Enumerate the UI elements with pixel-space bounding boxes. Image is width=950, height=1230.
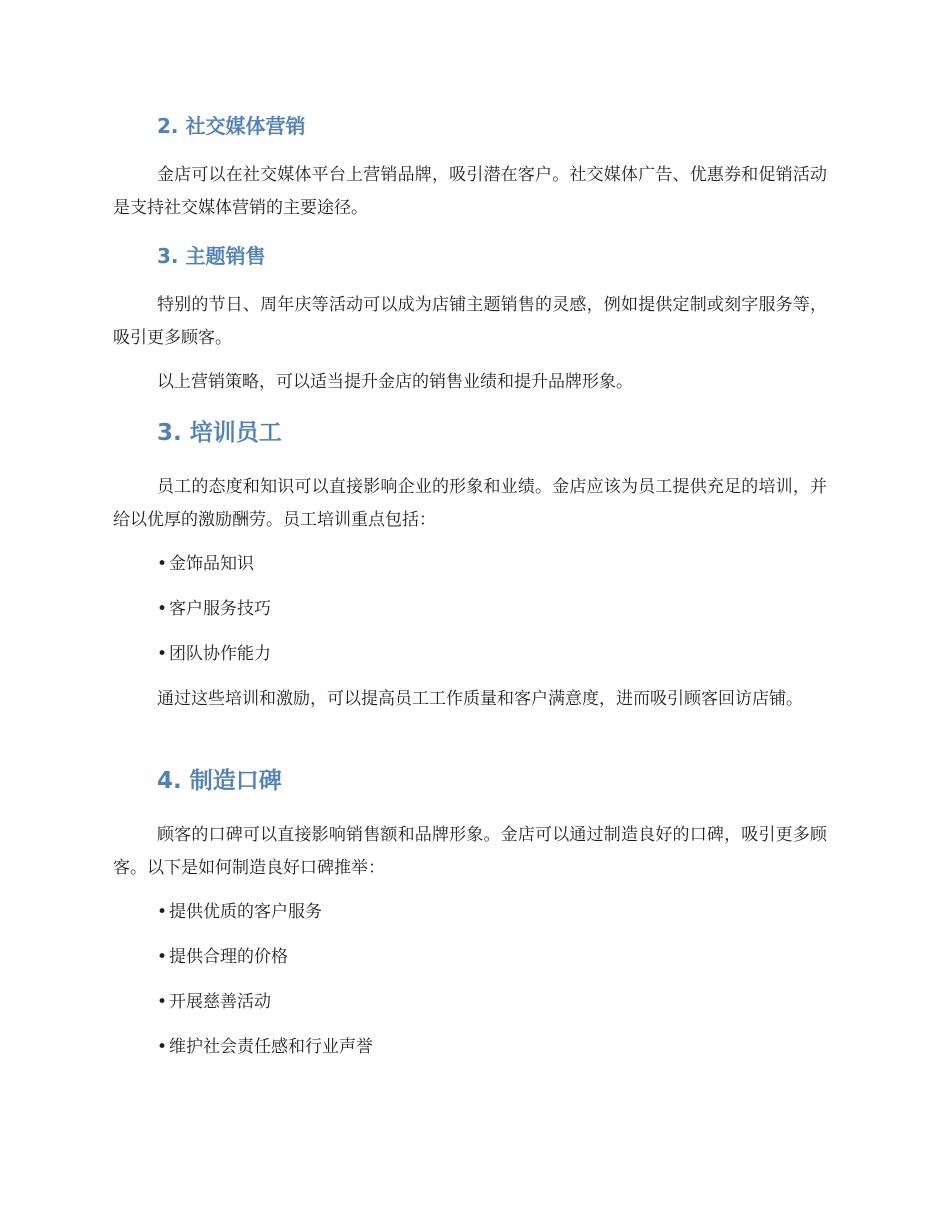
paragraph-build-reputation: 顾客的口碑可以直接影响销售额和品牌形象。金店可以通过制造良好的口碑，吸引更多顾客。以下是如何制造良好口碑推举：: [113, 825, 827, 878]
list-item-text: 客户服务技巧: [169, 599, 271, 619]
list-item: [157, 551, 254, 577]
list-item-text: 开展慈善活动: [169, 992, 271, 1012]
list-item: [157, 641, 271, 667]
bullet-dot: •: [157, 992, 168, 1012]
heading-staff-training: 3. 培训员工: [157, 420, 282, 446]
paragraph-staff-training: 员工的态度和知识可以直接影响企业的形象和业绩。金店应该为员工提供充足的培训，并给以优厚的激励酬劳。员工培训重点包括：: [113, 477, 827, 530]
paragraph-theme-sales: 特别的节日、周年庆等活动可以成为店铺主题销售的灵感，例如提供定制或刻字服务等，吸引更多顾客。: [113, 295, 827, 348]
list-item-text: 提供优质的客户服务: [169, 902, 322, 922]
list-item-text: 团队协作能力: [169, 644, 271, 664]
paragraph-social-media-marketing: 金店可以在社交媒体平台上营销品牌，吸引潜在客户。社交媒体广告、优惠券和促销活动是支持社交媒体营销的主要途径。: [113, 165, 827, 218]
heading-build-reputation: 4. 制造口碑: [157, 768, 282, 794]
list-item-text: 金饰品知识: [169, 554, 254, 574]
list-item: [157, 989, 271, 1015]
list-item: [157, 944, 288, 970]
list-item: [157, 1034, 373, 1060]
list-item: [157, 596, 271, 622]
bullet-dot: •: [157, 644, 168, 664]
list-item: [157, 899, 322, 925]
bullet-dot: •: [157, 902, 168, 922]
paragraph-marketing-summary: 以上营销策略，可以适当提升金店的销售业绩和提升品牌形象。: [157, 372, 633, 392]
paragraph-training-summary: 通过这些培训和激励，可以提高员工工作质量和客户满意度，进而吸引顾客回访店铺。: [157, 689, 803, 709]
list-item-text: 维护社会责任感和行业声誉: [169, 1037, 373, 1057]
bullet-dot: •: [157, 599, 168, 619]
bullet-dot: •: [157, 1037, 168, 1057]
heading-social-media-marketing: 2. 社交媒体营销: [157, 114, 306, 138]
bullet-dot: •: [157, 554, 168, 574]
list-item-text: 提供合理的价格: [169, 947, 288, 967]
bullet-dot: •: [157, 947, 168, 967]
heading-theme-sales: 3. 主题销售: [157, 244, 266, 268]
